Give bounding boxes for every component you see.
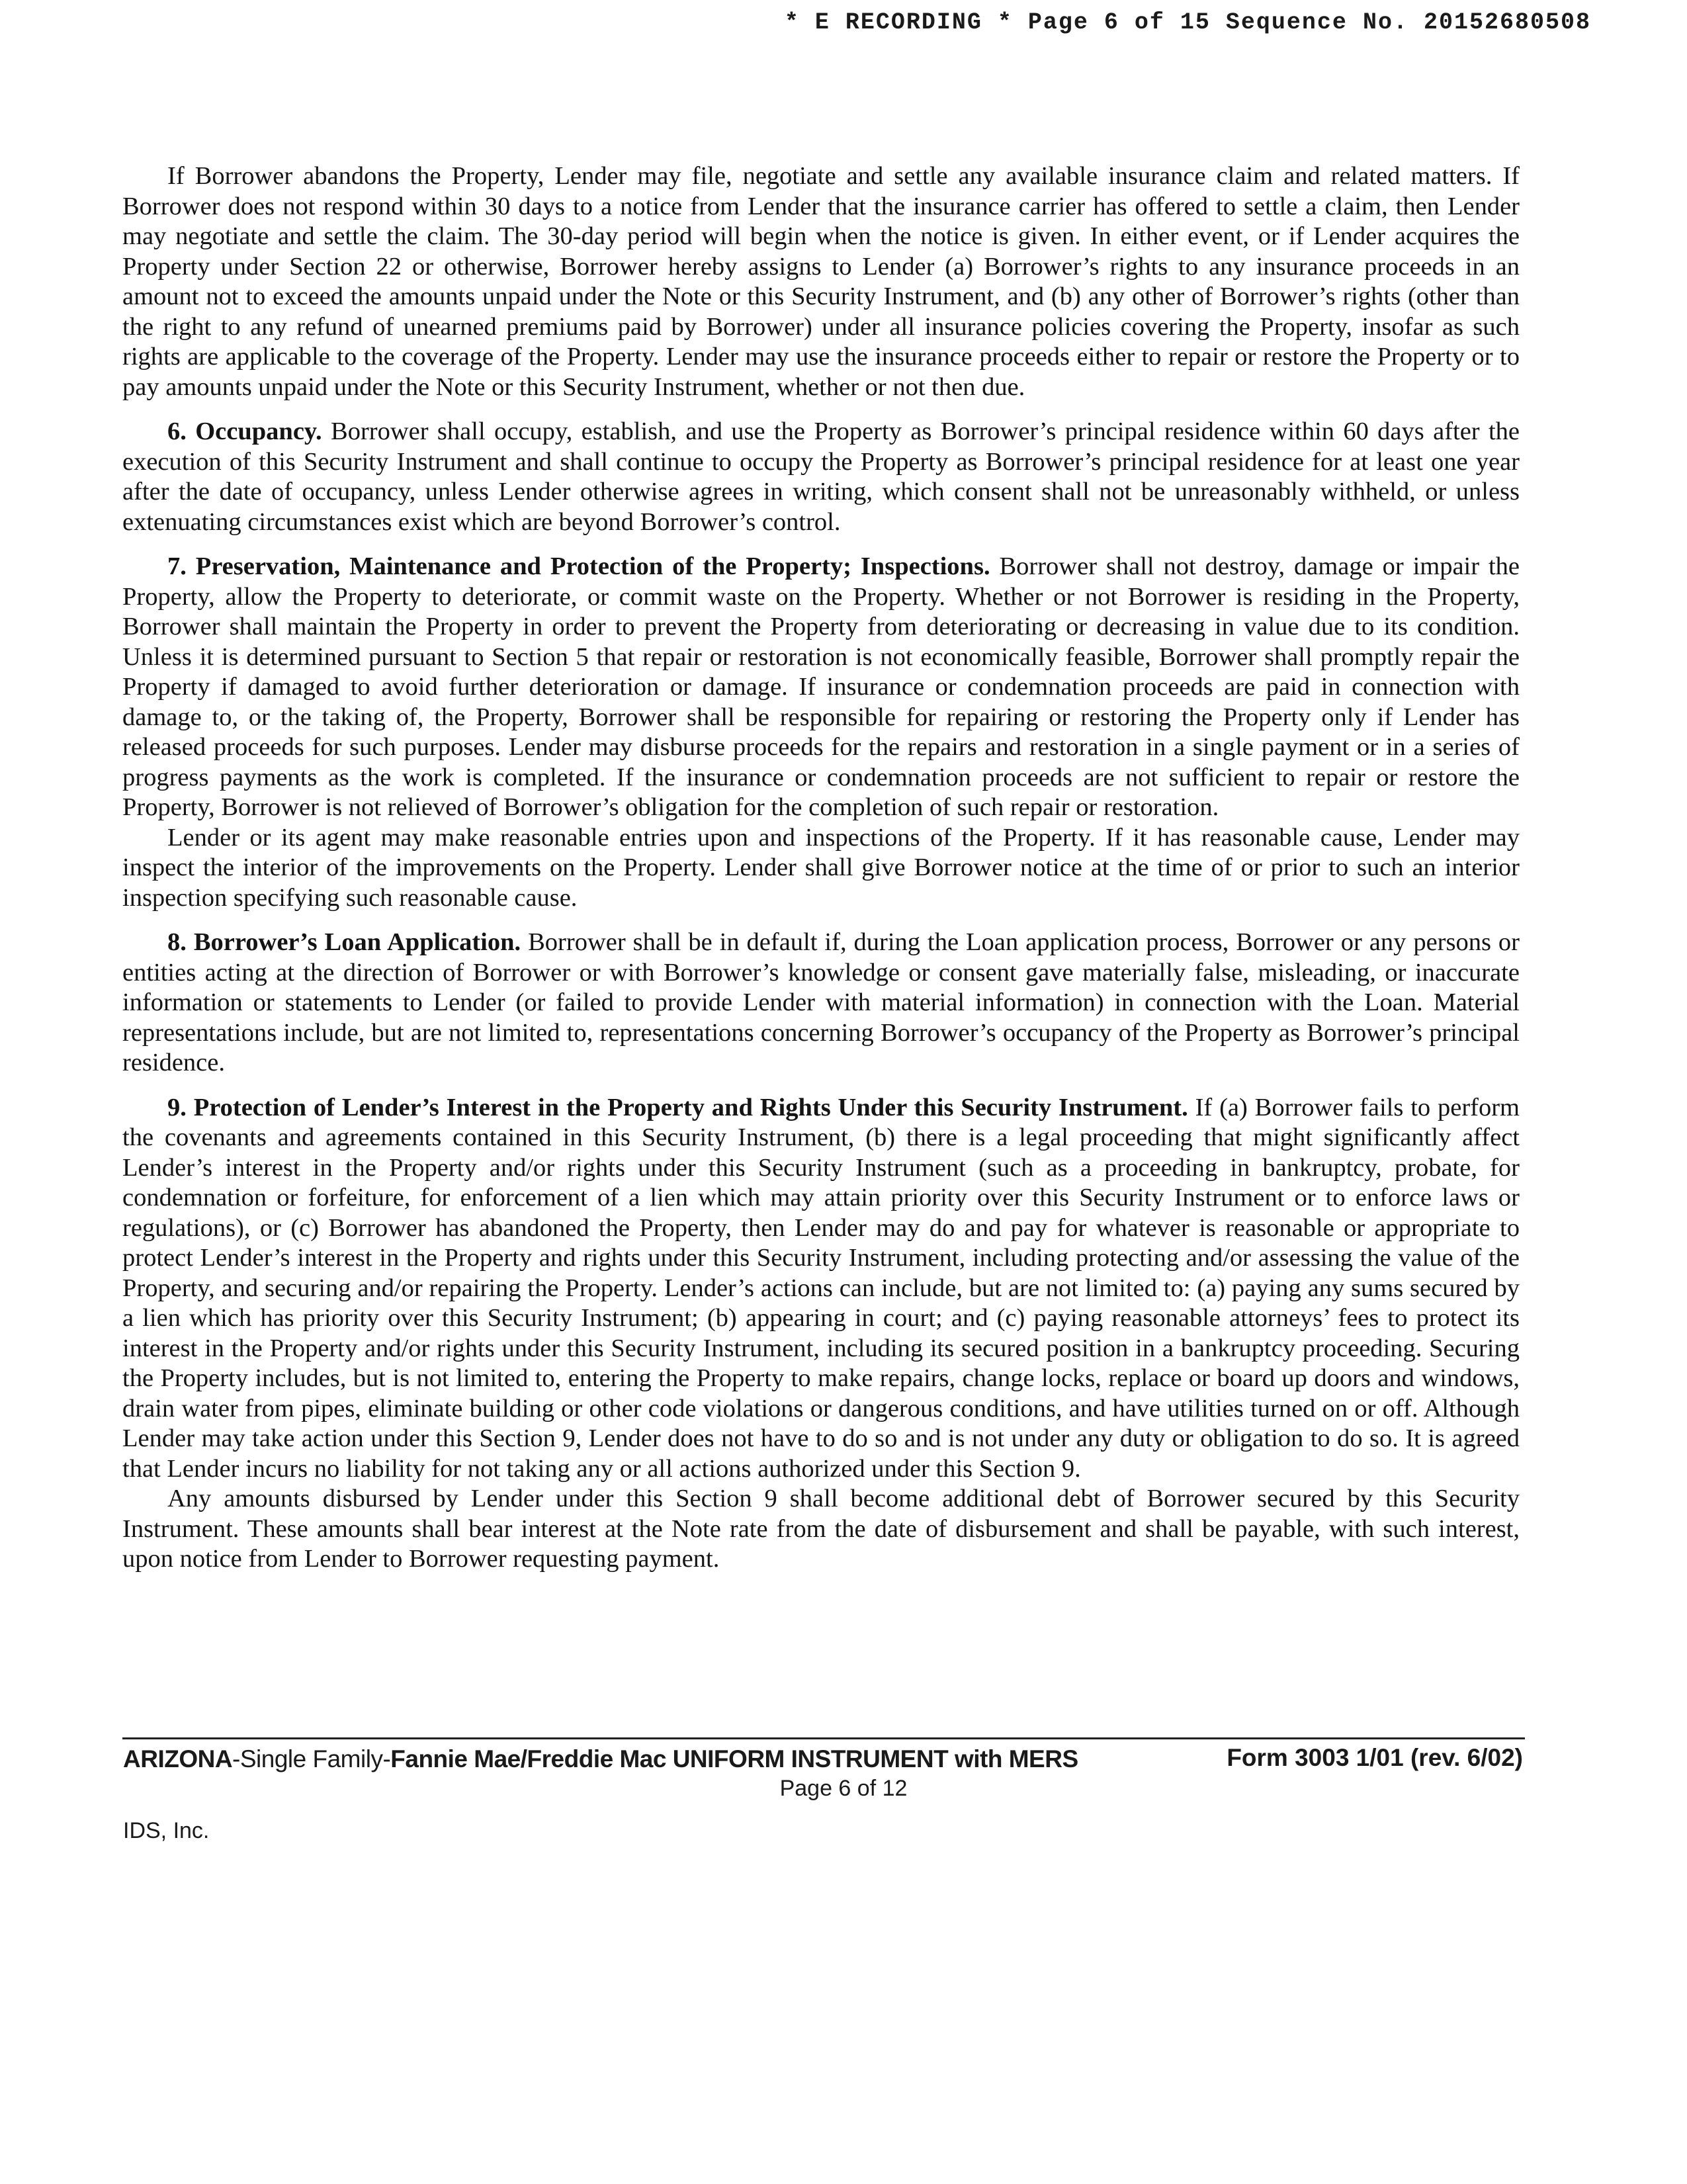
section-8-loan-application <box>122 928 1520 1078</box>
section-8-text: Borrower shall be in default if, during the Loan application process, Borrower or any persons or entities acting at the direction of Borrower or with Borrower’s knowledge or consent gave materially false, misleading, or inaccurate information or statements to Lender (or failed to provide Lender with material information) in connection with the Loan. Material representations include, but are not limited to, representations concerning Borrower’s occupancy of the Property as Borrower’s principal residence. <box>122 928 1520 1076</box>
footer-form-number: Form 3003 1/01 (rev. 6/02) <box>1227 1744 1523 1771</box>
section-9-text: If (a) Borrower fails to perform the covenants and agreements contained in this Security Instrument, (b) there is a legal proceeding that might significantly affect Lender’s interest in the Property and/or rights under this Security Instrument (such as a proceeding in bankruptcy, probate, for condemnation or forfeiture, for enforcement of a lien which may attain priority over this Security Instrument or to enforce laws or regulations), or (c) Borrower has abandoned the Property, then Lender may do and pay for whatever is reasonable or appropriate to protect Lender’s interest in the Property and rights under this Security Instrument, including protecting and/or assessing the value of the Property, and securing and/or repairing the Property. Lender’s actions can include, but are not limited to: (a) paying any sums secured by a lien which has priority over this Security Instrument; (b) appearing in court; and (c) paying reasonable attorneys’ fees to protect its interest in the Property and/or rights under this Security Instrument, including its secured position in a bankruptcy proceeding. Securing the Property includes, but is not limited to, entering the Property to make repairs, change locks, replace or board up doors and windows, drain water from pipes, eliminate building or other code violations or dangerous conditions, and have utilities turned on or off. Although Lender may take action under this Section 9, Lender does not have to do so and is not under any duty or obligation to do so. It is agreed that Lender incurs no liability for not taking any or all actions authorized under this Section 9. <box>122 1093 1520 1483</box>
section-7-heading: 7. Preservation, Maintenance and Protection of the Property; Inspections. <box>167 552 990 580</box>
recording-header: * E RECORDING * Page 6 of 15 Sequence No. 20152680508 <box>784 9 1591 36</box>
section-9-disbursement-paragraph: Any amounts disbursed by Lender under this Section 9 shall become additional debt of Borrower secured by this Security Instrument. These amounts shall bear interest at the Note rate from the date of disbursement and shall be payable, with such interest, upon notice from Lender to Borrower requesting payment. <box>122 1485 1520 1573</box>
footer-state: ARIZONA <box>123 1745 233 1772</box>
section-8-heading: 8. Borrower’s Loan Application. <box>167 928 521 956</box>
footer-company: IDS, Inc. <box>123 1818 210 1843</box>
paragraph-insurance-abandonment: If Borrower abandons the Property, Lender may file, negotiate and settle any available insurance claim and related matters. If Borrower does not respond within 30 days to a notice from Lender that the insurance carrier has offered to settle a claim, then Lender may negotiate and settle the claim. The 30-day period will begin when the notice is given. In either event, or if Lender acquires the Property under Section 22 or otherwise, Borrower hereby assigns to Lender (a) Borrower’s rights to any insurance proceeds in an amount not to exceed the amounts unpaid under the Note or this Security Instrument, and (b) any other of Borrower’s rights (other than the right to any refund of unearned premiums paid by Borrower) under all insurance policies covering the Property, insofar as such rights are applicable to the coverage of the Property. Lender may use the insurance proceeds either to repair or restore the Property or to pay amounts unpaid under the Note or this Security Instrument, whether or not then due. <box>122 162 1520 401</box>
footer-instrument-title <box>123 1745 1078 1773</box>
document-body <box>122 161 1520 1575</box>
section-7-preservation <box>122 552 1520 823</box>
section-6-text: Borrower shall occupy, establish, and use the Property as Borrower’s principal residence within 60 days after the execution of this Security Instrument and shall continue to occupy the Property as Borrower’s principal residence for at least one year after the date of occupancy, unless Lender otherwise agrees in writing, which consent shall not be unreasonably withheld, or unless extenuating circumstances exist which are beyond Borrower’s control. <box>122 417 1520 536</box>
section-7-inspections-paragraph: Lender or its agent may make reasonable entries upon and inspections of the Property. If it has reasonable cause, Lender may inspect the interior of the improvements on the Property. Lender shall give Borrower notice at the time of or prior to such an interior inspection specifying such reasonable cause. <box>122 823 1520 912</box>
section-7-text: Borrower shall not destroy, damage or impair the Property, allow the Property to deteriorate, or commit waste on the Property. Whether or not Borrower is residing in the Property, Borrower shall maintain the Property in order to prevent the Property from deteriorating or decreasing in value due to its condition. Unless it is determined pursuant to Section 5 that repair or restoration is not economically feasible, Borrower shall promptly repair the Property if damaged to avoid further deterioration or damage. If insurance or condemnation proceeds are paid in connection with damage to, or the taking of, the Property, Borrower shall be responsible for repairing or restoring the Property only if Lender has released proceeds for such purposes. Lender may disburse proceeds for the repairs and restoration in a single payment or in a series of progress payments as the work is completed. If the insurance or condemnation proceeds are not sufficient to repair or restore the Property, Borrower is not relieved of Borrower’s obligation for the completion of such repair or restoration. <box>122 552 1520 821</box>
footer-instrument-name: Fannie Mae/Freddie Mac UNIFORM INSTRUMENT with MERS <box>390 1745 1078 1772</box>
section-6-heading: 6. Occupancy. <box>167 417 322 445</box>
section-9-heading: 9. Protection of Lender’s Interest in the Property and Rights Under this Security Instrument. <box>167 1093 1188 1121</box>
footer-family-type: -Single Family- <box>232 1745 391 1772</box>
footer-page-number: Page 6 of 12 <box>779 1776 908 1801</box>
section-9-protection <box>122 1093 1520 1485</box>
section-6-occupancy <box>122 417 1520 537</box>
footer-divider <box>122 1737 1525 1739</box>
